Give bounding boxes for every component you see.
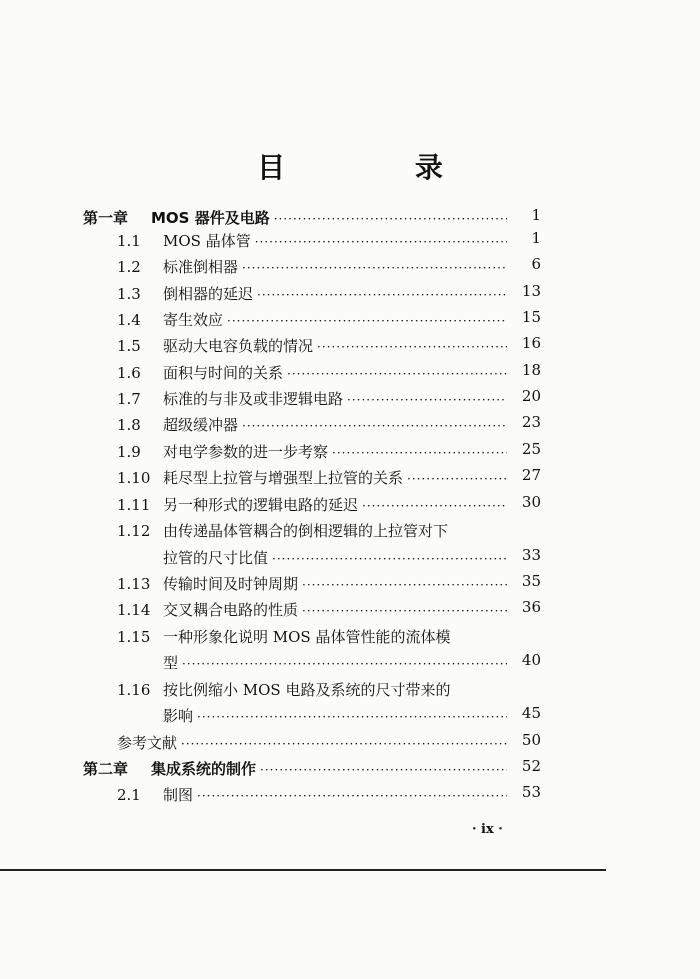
toc-entry-page: 18 (521, 361, 541, 379)
page-rule (0, 869, 606, 871)
toc-entry (117, 225, 541, 251)
toc-entry (117, 700, 541, 726)
dot-leader (227, 312, 507, 330)
toc-entry (117, 568, 541, 594)
dot-leader (302, 576, 507, 594)
toc-entry (117, 462, 541, 488)
toc-entry-title: 交叉耦合电路的性质 (163, 601, 299, 619)
toc-entry-number: 1.10 (117, 469, 151, 487)
toc-entry-page: 45 (521, 704, 541, 722)
toc-entry (117, 674, 541, 700)
toc-entry-page: 6 (531, 255, 541, 273)
toc-entry-page: 20 (521, 387, 541, 405)
dot-leader (302, 602, 507, 620)
toc-entry-page: 13 (521, 282, 541, 300)
toc-entry-title: 参考文献 (117, 734, 178, 752)
toc-entry-title: 由传递晶体管耦合的倒相逻辑的上拉管对下 (163, 522, 449, 540)
toc-entry-number: 1.5 (117, 337, 141, 355)
toc-entry-page: 1 (531, 206, 541, 224)
toc-entry-title: 耗尽型上拉管与增强型上拉管的关系 (163, 469, 404, 487)
dot-leader (242, 259, 507, 277)
toc-entry-page: 16 (521, 334, 541, 352)
toc-entry (117, 542, 541, 568)
toc-entry (117, 594, 541, 620)
toc-entry-number: 1.7 (117, 390, 141, 408)
toc-entry (117, 357, 541, 383)
toc-entry-number: 第二章 (83, 760, 129, 778)
toc-entry-number: 1.15 (117, 628, 151, 646)
toc-entry-page: 50 (521, 731, 541, 749)
toc-entry-number: 第一章 (83, 209, 129, 227)
toc-entry-page: 35 (521, 572, 541, 590)
dot-leader (332, 444, 507, 462)
toc-entry (117, 330, 541, 356)
dot-leader (181, 735, 507, 753)
toc-entry-number: 1.4 (117, 311, 141, 329)
dot-leader (317, 338, 507, 356)
toc-entry-title: 制图 (163, 786, 194, 804)
toc-entry-page: 1 (531, 229, 541, 247)
toc-entry-title: 传输时间及时钟周期 (163, 575, 299, 593)
dot-leader (272, 550, 507, 568)
toc-entry (117, 251, 541, 277)
toc-entry-number: 1.8 (117, 416, 141, 434)
toc-entry-page: 15 (521, 308, 541, 326)
toc-entry-number: 1.11 (117, 496, 151, 514)
toc-entry-page: 27 (521, 466, 541, 484)
toc-entry-title: 一种形象化说明 MOS 晶体管性能的流体模 (163, 628, 451, 646)
dot-leader (347, 391, 507, 409)
toc-entry-number: 1.3 (117, 285, 141, 303)
dot-leader (197, 787, 507, 805)
toc-entry-number: 1.6 (117, 364, 141, 382)
toc-entry (117, 779, 541, 805)
toc-entry (117, 409, 541, 435)
toc-entry-title: 拉管的尺寸比值 (163, 549, 269, 567)
dot-leader (197, 708, 507, 726)
dot-leader (260, 761, 507, 779)
toc-entry (117, 278, 541, 304)
toc-entry-title: 面积与时间的关系 (163, 364, 284, 382)
toc-entry-title: 寄生效应 (163, 311, 224, 329)
toc-entry-title: 驱动大电容负载的情况 (163, 337, 314, 355)
page-number: · ix · (472, 822, 503, 837)
page-title: 目 录 (257, 151, 503, 184)
toc-entry-title: 对电学参数的进一步考察 (163, 443, 329, 461)
toc-entry-title: 按比例缩小 MOS 电路及系统的尺寸带来的 (163, 681, 451, 699)
dot-leader (255, 233, 507, 251)
toc-entry-title: 倒相器的延迟 (163, 285, 254, 303)
toc-entry-page: 36 (521, 598, 541, 616)
toc-entry (117, 383, 541, 409)
toc-entry-title: 型 (163, 654, 179, 672)
toc-entry-title: 标准的与非及或非逻辑电路 (163, 390, 344, 408)
toc-entry-number: 1.12 (117, 522, 151, 540)
toc-entry-number: 1.14 (117, 601, 151, 619)
toc-entry-page: 52 (521, 757, 541, 775)
toc-entry (83, 753, 541, 779)
dot-leader (287, 365, 507, 383)
toc-entry (117, 647, 541, 673)
dot-leader (182, 655, 507, 673)
toc-entry-page: 40 (521, 651, 541, 669)
toc-entry-page: 53 (521, 783, 541, 801)
toc-entry-title: MOS 器件及电路 (151, 209, 270, 227)
toc-entry (117, 304, 541, 330)
toc-entry-number: 1.13 (117, 575, 151, 593)
toc-entry-page: 25 (521, 440, 541, 458)
toc-entry-title: 影响 (163, 707, 194, 725)
toc-entry-number: 1.2 (117, 258, 141, 276)
toc-entry-number: 1.9 (117, 443, 141, 461)
toc-entry-number: 2.1 (117, 786, 141, 804)
dot-leader (362, 497, 507, 515)
toc-entry (117, 621, 541, 647)
toc-entry (117, 515, 541, 541)
toc-entry-title: 另一种形式的逻辑电路的延迟 (163, 496, 359, 514)
toc-entry-page: 33 (521, 546, 541, 564)
dot-leader (242, 417, 507, 435)
toc-entry (117, 489, 541, 515)
toc-entry-title: 集成系统的制作 (151, 760, 257, 778)
toc-entry-number: 1.16 (117, 681, 151, 699)
dot-leader (257, 286, 507, 304)
toc-entry-page: 23 (521, 413, 541, 431)
toc-entry (117, 727, 541, 753)
dot-leader (407, 470, 507, 488)
toc-entry-title: MOS 晶体管 (163, 232, 251, 250)
toc-entry (117, 436, 541, 462)
toc-entry-title: 标准倒相器 (163, 258, 239, 276)
toc-entry-title: 超级缓冲器 (163, 416, 239, 434)
toc-entry-page: 30 (521, 493, 541, 511)
toc-entry-number: 1.1 (117, 232, 141, 250)
